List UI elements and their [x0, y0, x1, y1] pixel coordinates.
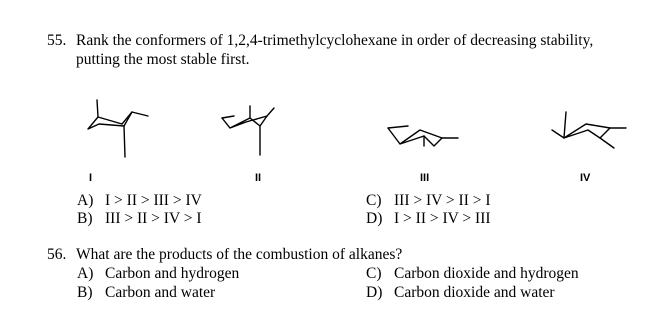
q56-option-d-text: Carbon dioxide and water [394, 284, 555, 301]
q55-option-b-text: III > II > IV > I [105, 210, 202, 227]
q55-option-c-text: III > IV > II > I [394, 192, 491, 209]
q55-option-b-letter: B) [77, 210, 93, 227]
q56-option-d-letter: D) [366, 284, 383, 301]
q55-option-d-letter: D) [366, 210, 383, 227]
q55-question-line2: putting the most stable first. [76, 51, 250, 68]
conformer-4-structure [542, 102, 632, 162]
q55-option-c-letter: C) [366, 192, 382, 209]
q55-option-a-text: I > II > III > IV [105, 192, 202, 209]
conformer-2-structure [220, 98, 290, 178]
q56-option-c-letter: C) [366, 265, 382, 282]
q55-number: 55. [47, 32, 67, 49]
q56-number: 56. [47, 246, 67, 263]
conformer-3-structure [380, 116, 460, 166]
conformer-1-label: I [89, 172, 93, 184]
q55-option-a-letter: A) [77, 192, 94, 209]
q56-option-a-letter: A) [77, 265, 94, 282]
q56-question: What are the products of the combustion of alkanes? [76, 246, 403, 263]
conformer-4-label: IV [580, 172, 591, 184]
conformer-3-label: III [420, 172, 430, 184]
q55-question-line1: Rank the conformers of 1,2,4-trimethylcyclohexane in order of decreasing stability, [76, 32, 594, 49]
q56-option-b-text: Carbon and water [105, 284, 216, 301]
q56-option-c-text: Carbon dioxide and hydrogen [394, 265, 579, 282]
q56-option-b-letter: B) [77, 284, 93, 301]
q55-option-d-text: I > II > IV > III [394, 210, 491, 227]
conformer-2-label: II [255, 172, 262, 184]
q56-option-a-text: Carbon and hydrogen [105, 265, 240, 282]
conformer-1-structure [80, 94, 150, 174]
